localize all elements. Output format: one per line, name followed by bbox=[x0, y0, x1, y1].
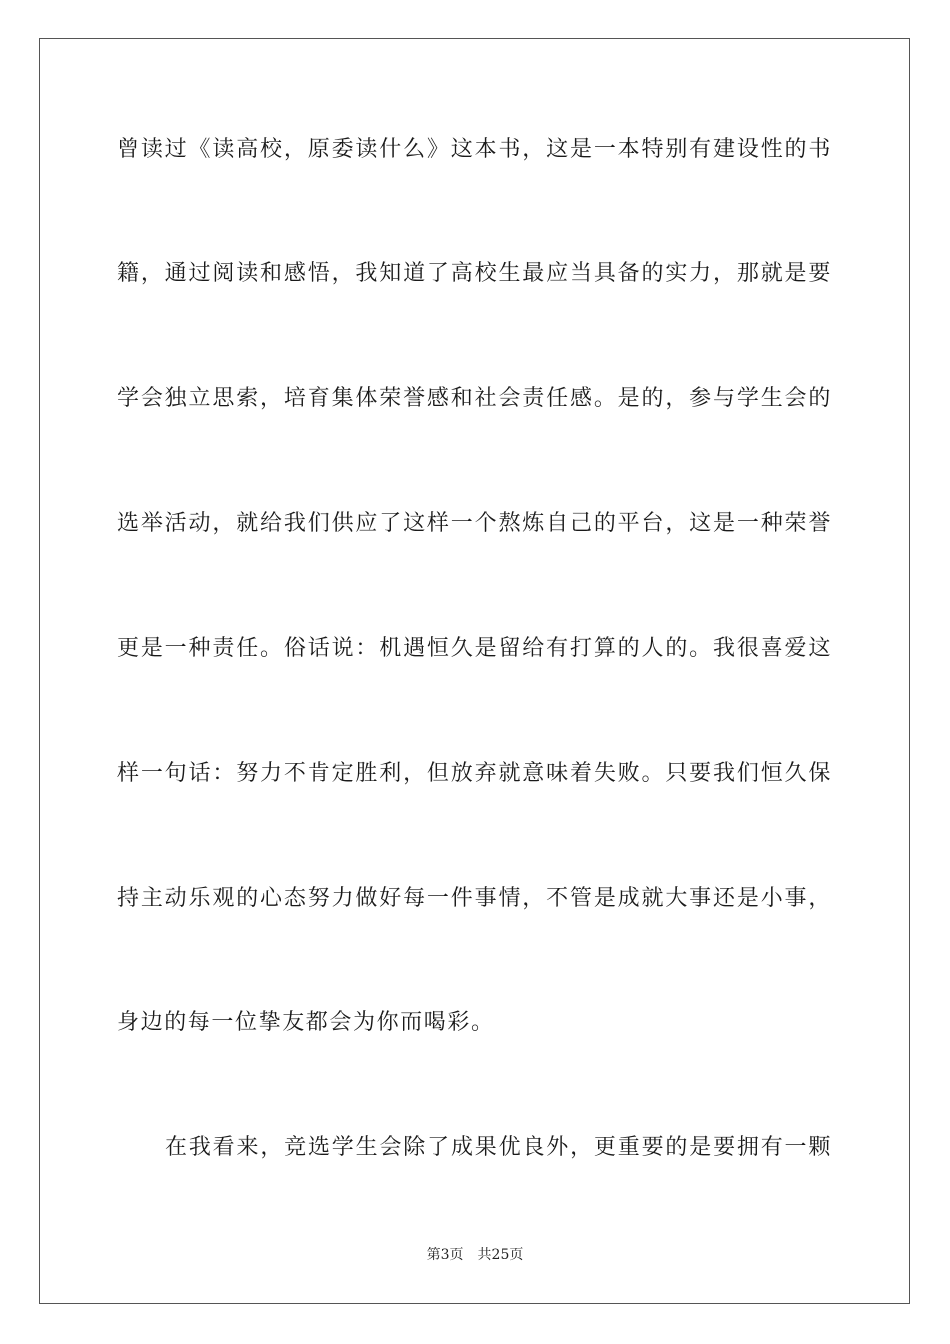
text-line-2: 籍，通过阅读和感悟，我知道了高校生最应当具备的实力，那就是要 bbox=[117, 261, 832, 286]
text-line-8: 身边的每一位挚友都会为你而喝彩。 bbox=[117, 1010, 495, 1035]
page-number: 第3页 bbox=[426, 1247, 464, 1263]
text-line-1: 曾读过《读高校，原委读什么》这本书，这是一本特别有建设性的书 bbox=[117, 137, 832, 162]
page-footer bbox=[0, 1245, 950, 1265]
text-line-4: 选举活动，就给我们供应了这样一个熬炼自己的平台，这是一种荣誉 bbox=[117, 511, 832, 536]
page-border bbox=[39, 38, 910, 1304]
text-line-6: 样一句话：努力不肯定胜利，但放弃就意味着失败。只要我们恒久保 bbox=[117, 761, 832, 786]
text-line-7: 持主动乐观的心态努力做好每一件事情，不管是成就大事还是小事， bbox=[117, 886, 832, 911]
page-total: 共25页 bbox=[477, 1247, 524, 1263]
text-line-5: 更是一种责任。俗话说：机遇恒久是留给有打算的人的。我很喜爱这 bbox=[117, 636, 832, 661]
text-line-9: 在我看来，竞选学生会除了成果优良外，更重要的是要拥有一颗 bbox=[165, 1135, 832, 1160]
text-line-3: 学会独立思索，培育集体荣誉感和社会责任感。是的，参与学生会的 bbox=[117, 386, 832, 411]
